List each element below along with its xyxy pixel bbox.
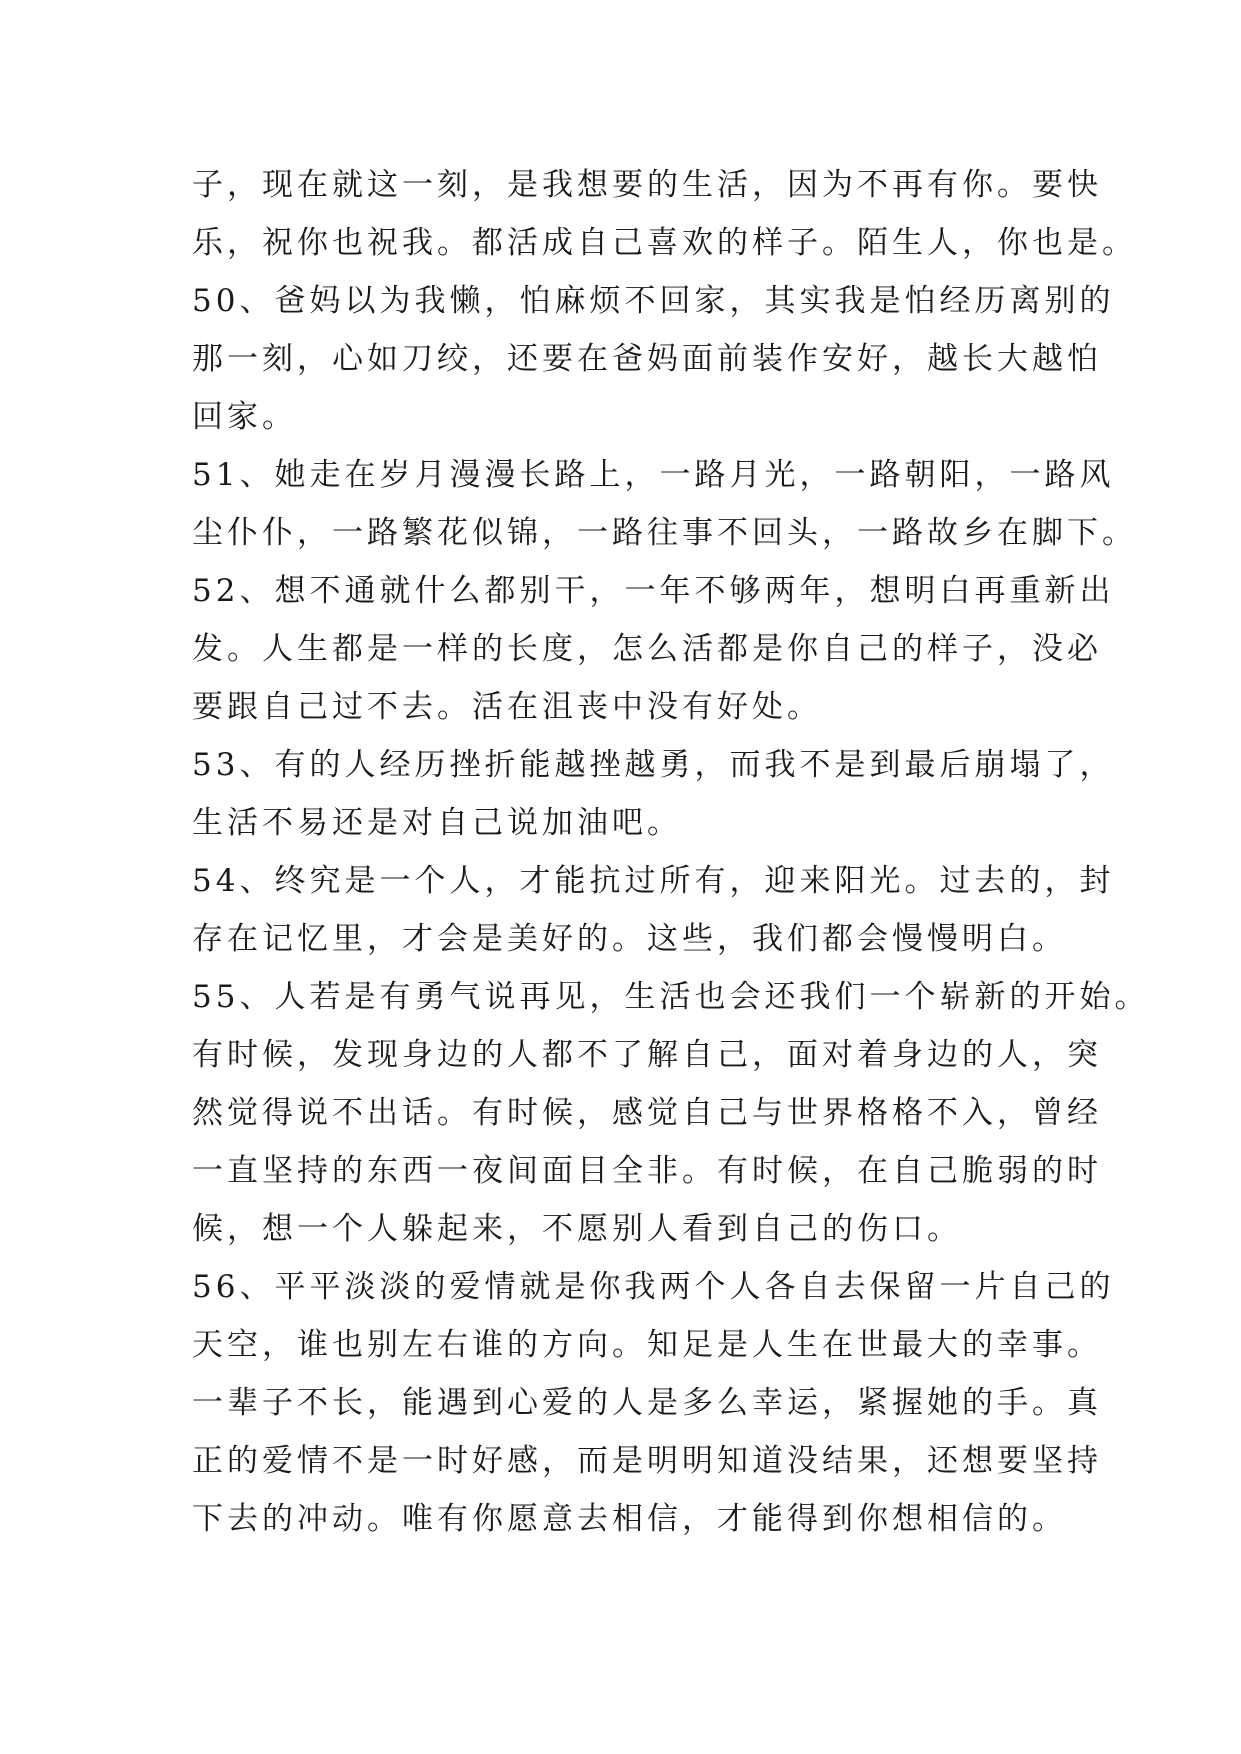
text-line: 那一刻，心如刀绞，还要在爸妈面前装作安好，越长大越怕 xyxy=(192,341,1102,377)
text-line: 51、她走在岁月漫漫长路上，一路月光，一路朝阳，一路风 xyxy=(192,457,1115,493)
text-line: 回家。 xyxy=(192,399,297,435)
text-line: 天空，谁也别左右谁的方向。知足是人生在世最大的幸事。 xyxy=(192,1327,1102,1363)
text-line: 53、有的人经历挫折能越挫越勇，而我不是到最后崩塌了， xyxy=(192,747,1115,783)
text-line: 发。人生都是一样的长度，怎么活都是你自己的样子，没必 xyxy=(192,631,1102,667)
text-line: 要跟自己过不去。活在沮丧中没有好处。 xyxy=(192,689,822,725)
text-line: 52、想不通就什么都别干，一年不够两年，想明白再重新出 xyxy=(192,573,1115,609)
text-line: 56、平平淡淡的爱情就是你我两个人各自去保留一片自己的 xyxy=(192,1269,1115,1305)
text-line: 50、爸妈以为我懒，怕麻烦不回家，其实我是怕经历离别的 xyxy=(192,283,1115,319)
text-line: 乐，祝你也祝我。都活成自己喜欢的样子。陌生人，你也是。 xyxy=(192,225,1137,261)
text-line: 55、人若是有勇气说再见，生活也会还我们一个崭新的开始。 xyxy=(192,979,1150,1015)
text-line: 下去的冲动。唯有你愿意去相信，才能得到你想相信的。 xyxy=(192,1501,1067,1537)
text-line: 存在记忆里，才会是美好的。这些，我们都会慢慢明白。 xyxy=(192,921,1067,957)
text-line: 有时候，发现身边的人都不了解自己，面对着身边的人，突 xyxy=(192,1037,1102,1073)
text-line: 子，现在就这一刻，是我想要的生活，因为不再有你。要快 xyxy=(192,167,1102,203)
text-line: 尘仆仆，一路繁花似锦，一路往事不回头，一路故乡在脚下。 xyxy=(192,515,1137,551)
text-line: 正的爱情不是一时好感，而是明明知道没结果，还想要坚持 xyxy=(192,1443,1102,1479)
text-line: 生活不易还是对自己说加油吧。 xyxy=(192,805,682,841)
text-line: 54、终究是一个人，才能抗过所有，迎来阳光。过去的，封 xyxy=(192,863,1115,899)
text-line: 一直坚持的东西一夜间面目全非。有时候，在自己脆弱的时 xyxy=(192,1153,1102,1189)
text-line: 一辈子不长，能遇到心爱的人是多么幸运，紧握她的手。真 xyxy=(192,1385,1102,1421)
text-line: 候，想一个人躲起来，不愿别人看到自己的伤口。 xyxy=(192,1211,962,1247)
document-body xyxy=(192,156,1150,1548)
text-line: 然觉得说不出话。有时候，感觉自己与世界格格不入，曾经 xyxy=(192,1095,1102,1131)
